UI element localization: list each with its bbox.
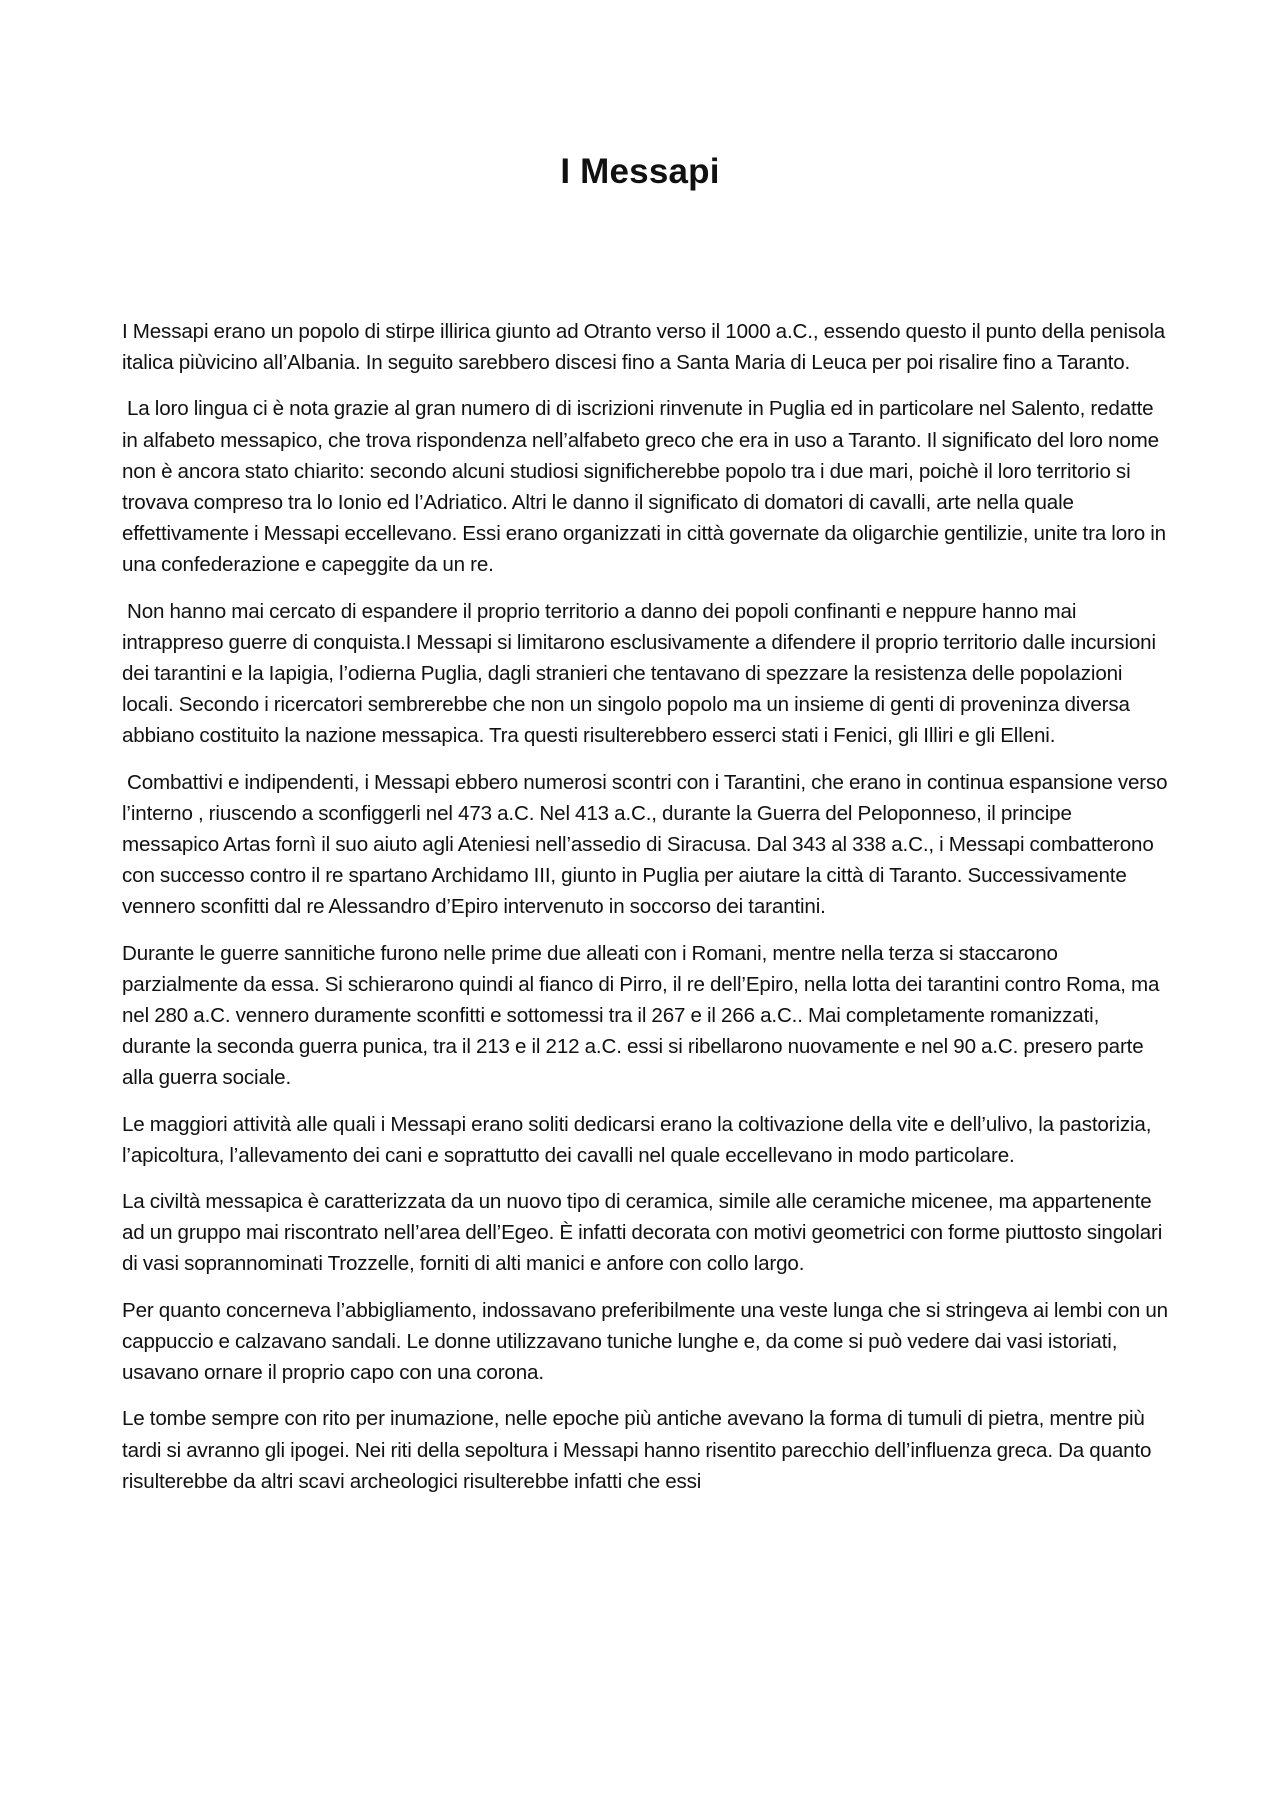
page-title: I Messapi [560, 152, 720, 191]
document-body [122, 316, 1170, 1512]
paragraph-6: Le maggiori attività alle quali i Messapi erano soliti dedicarsi erano la coltivazione della vite e dell’ulivo, la pastorizia, l’apicoltura, l’allevamento dei cani e soprattutto dei cavalli nel quale eccellevano in modo particolare. [122, 1112, 1152, 1167]
paragraph-7: La civiltà messapica è caratterizzata da un nuovo tipo di ceramica, simile alle ceramiche micenee, ma appartenente ad un gruppo mai riscontrato nell’area dell’Egeo. È infatti decorata con motivi geometrici con forme piuttosto singolari di vasi soprannominati Trozzelle, forniti di alti manici e anfore con collo largo. [122, 1190, 1163, 1276]
paragraph-4: Combattivi e indipendenti, i Messapi ebbero numerosi scontri con i Tarantini, che erano in continua espansione verso l’interno , riuscendo a sconfiggerli nel 473 a.C. Nel 413 a.C., durante la Guerra del Peloponneso, il principe messapico Artas fornì il suo aiuto agli Ateniesi nell’assedio di Siracusa. Dal 343 al 338 a.C., i Messapi combatterono con successo contro il re spartano Archidamo III, giunto in Puglia per aiutare la città di Taranto. Successivamente vennero sconfitti dal re Alessandro d’Epiro intervenuto in soccorso dei tarantini. [122, 770, 1168, 919]
paragraph-5: Durante le guerre sannitiche furono nelle prime due alleati con i Romani, mentre nella terza si staccarono parzialmente da essa. Si schierarono quindi al fianco di Pirro, il re dell’Epiro, nella lotta dei tarantini contro Roma, ma nel 280 a.C. vennero duramente sconfitti e sottomessi tra il 267 e il 266 a.C.. Mai completamente romanizzati, durante la seconda guerra punica, tra il 213 e il 212 a.C. essi si ribellarono nuovamente e nel 90 a.C. presero parte alla guerra sociale. [122, 941, 1160, 1090]
paragraph-2: La loro lingua ci è nota grazie al gran numero di di iscrizioni rinvenute in Puglia ed in particolare nel Salento, redatte in alfabeto messapico, che trova rispondenza nell’alfabeto greco che era in uso a Taranto. Il significato del loro nome non è ancora stato chiarito: secondo alcuni studiosi significherebbe popolo tra i due mari, poichè il loro territorio si trovava compreso tra lo Ionio ed l’Adriatico. Altri le danno il significato di domatori di cavalli, arte nella quale effettivamente i Messapi eccellevano. Essi erano organizzati in città governate da oligarchie gentilizie, unite tra loro in una confederazione e capeggite da un re. [122, 397, 1166, 577]
paragraph-3: Non hanno mai cercato di espandere il proprio territorio a danno dei popoli confinanti e neppure hanno mai intrappreso guerre di conquista.I Messapi si limitarono esclusivamente a difendere il proprio territorio dalle incursioni dei tarantini e la Iapigia, l’odierna Puglia, dagli stranieri che tentavano di spezzare la resistenza delle popolazioni locali. Secondo i ricercatori sembrerebbe che non un singolo popolo ma un insieme di genti di proveninza diversa abbiano costituito la nazione messapica. Tra questi risulterebbero esserci stati i Fenici, gli Illiri e gli Elleni. [122, 599, 1156, 748]
paragraph-8: Per quanto concerneva l’abbigliamento, indossavano preferibilmente una veste lunga che si stringeva ai lembi con un cappuccio e calzavano sandali. Le donne utilizzavano tuniche lunghe e, da come si può vedere dai vasi istoriati, usavano ornare il proprio capo con una corona. [122, 1298, 1168, 1385]
paragraph-1: I Messapi erano un popolo di stirpe illirica giunto ad Otranto verso il 1000 a.C., essendo questo il punto della penisola italica piùvicino all’Albania. In seguito sarebbero discesi fino a Santa Maria di Leuca per poi risalire fino a Taranto. [122, 320, 1166, 375]
paragraph-9: Le tombe sempre con rito per inumazione, nelle epoche più antiche avevano la forma di tumuli di pietra, mentre più tardi si avranno gli ipogei. Nei riti della sepoltura i Messapi hanno risentito parecchio dell’influenza greca. Da quanto risulterebbe da altri scavi archeologici risulterebbe infatti che essi [122, 1407, 1152, 1493]
